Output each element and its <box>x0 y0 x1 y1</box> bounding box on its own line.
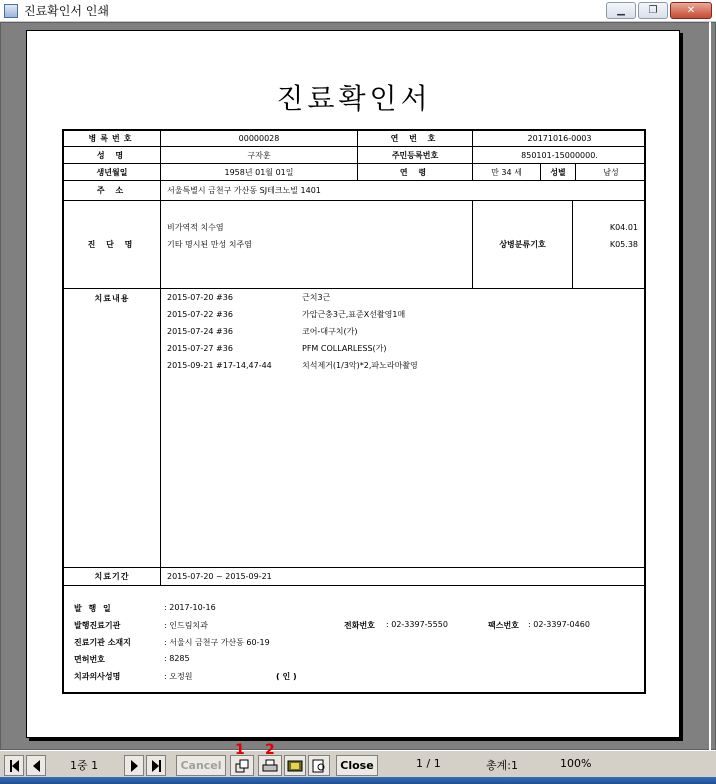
footer-issue-date: 발 행 일 : 2017-10-16 <box>74 603 216 613</box>
value-sex: 남성 <box>576 164 646 181</box>
label-sex: 성별 <box>541 164 576 181</box>
disease-code-cell <box>573 201 646 289</box>
value-name: 구자훈 <box>161 147 358 164</box>
value-address: 서울특별시 금천구 가산동 SJ테크노빌 1401 <box>161 181 646 201</box>
prev-page-icon[interactable] <box>26 755 46 776</box>
label-treatment: 치료내용 <box>64 289 161 568</box>
label-address: 주 소 <box>64 181 161 201</box>
window-controls <box>606 2 712 19</box>
total-count: 총계:1 <box>486 759 518 772</box>
first-page-icon[interactable] <box>4 755 24 776</box>
window-title: 진료확인서 인쇄 <box>24 4 109 18</box>
export-icon[interactable] <box>284 755 306 776</box>
pages-icon[interactable] <box>230 742 254 776</box>
taskbar <box>0 777 716 784</box>
footer-location: 진료기관 소재지 : 서울시 금천구 가산동 60-19 <box>74 638 270 647</box>
label-birth: 생년월일 <box>64 164 161 181</box>
treatment-row: 2015-07-24 #36 코어-대구치(가) <box>167 327 358 336</box>
footer-clinic: 발행진료기관 : 인드림치과 전화번호 : 02-3397-5550 팩스번호 : 02-3397-0460 <box>74 620 590 630</box>
zoom-level: 100% <box>560 757 592 770</box>
cancel-button[interactable]: Cancel <box>176 755 226 776</box>
diagnosis-cell <box>161 201 473 289</box>
value-resident-no: 850101-15000000. <box>473 147 646 164</box>
treatment-row: 2015-07-20 #36 근치3근 <box>167 293 331 302</box>
label-period: 치료기간 <box>64 568 161 586</box>
page-selector[interactable]: 1중 1 <box>70 759 99 772</box>
print-icon[interactable] <box>258 742 282 776</box>
disease-code: K05.38 <box>609 240 638 249</box>
seal-mark: ( 인 ) <box>276 672 297 681</box>
close-button[interactable]: Close <box>336 755 378 776</box>
annotation-marker-1: 1 <box>235 742 245 758</box>
label-age: 연 령 <box>358 164 473 181</box>
label-serial-no: 연 번 호 <box>358 131 473 147</box>
certificate-table <box>62 129 646 694</box>
diagnosis-item: 비가역적 치수염 <box>167 223 224 232</box>
document-page <box>26 30 680 738</box>
label-chart-no: 병록번호 <box>64 131 161 147</box>
treatment-row: 2015-07-22 #36 가압근충3근,표준X선촬영1매 <box>167 310 406 319</box>
title-bar <box>0 0 716 22</box>
value-period: 2015-07-20 ~ 2015-09-21 <box>161 568 646 586</box>
value-birth: 1958년 01월 01일 <box>161 164 358 181</box>
document-title: 진료확인서 <box>276 82 432 115</box>
value-age: 만 34 세 <box>473 164 541 181</box>
minimize-icon[interactable]: ▁ <box>606 2 636 19</box>
last-page-icon[interactable] <box>146 755 166 776</box>
footer-doctor: 치과의사성명 : 오정원 ( 인 ) <box>74 672 297 681</box>
treatment-row: 2015-07-27 #36 PFM COLLARLESS(가) <box>167 344 387 353</box>
label-diagnosis: 진 단 명 <box>64 201 161 289</box>
label-disease-code: 상병분류기호 <box>473 201 573 289</box>
page-count: 1 / 1 <box>416 757 441 770</box>
label-resident-no: 주민등록번호 <box>358 147 473 164</box>
zoom-icon[interactable] <box>308 755 330 776</box>
annotation-marker-2: 2 <box>265 742 275 758</box>
maximize-icon[interactable]: ❐ <box>638 2 668 19</box>
app-icon <box>4 4 18 18</box>
footer-license: 면허번호 : 8285 <box>74 654 190 664</box>
treatment-row: 2015-09-21 #17-14,47-44 치석제거(1/3악)*2,파노라마촬영 <box>167 361 418 370</box>
label-name: 성 명 <box>64 147 161 164</box>
next-page-icon[interactable] <box>124 755 144 776</box>
value-serial-no: 20171016-0003 <box>473 131 646 147</box>
disease-code: K04.01 <box>609 223 638 232</box>
close-window-icon[interactable]: ✕ <box>670 2 712 19</box>
diagnosis-item: 기타 명시된 만성 치주염 <box>167 240 252 249</box>
scroll-divider <box>709 22 711 750</box>
treatment-cell <box>161 289 646 568</box>
value-chart-no: 00000028 <box>161 131 358 147</box>
